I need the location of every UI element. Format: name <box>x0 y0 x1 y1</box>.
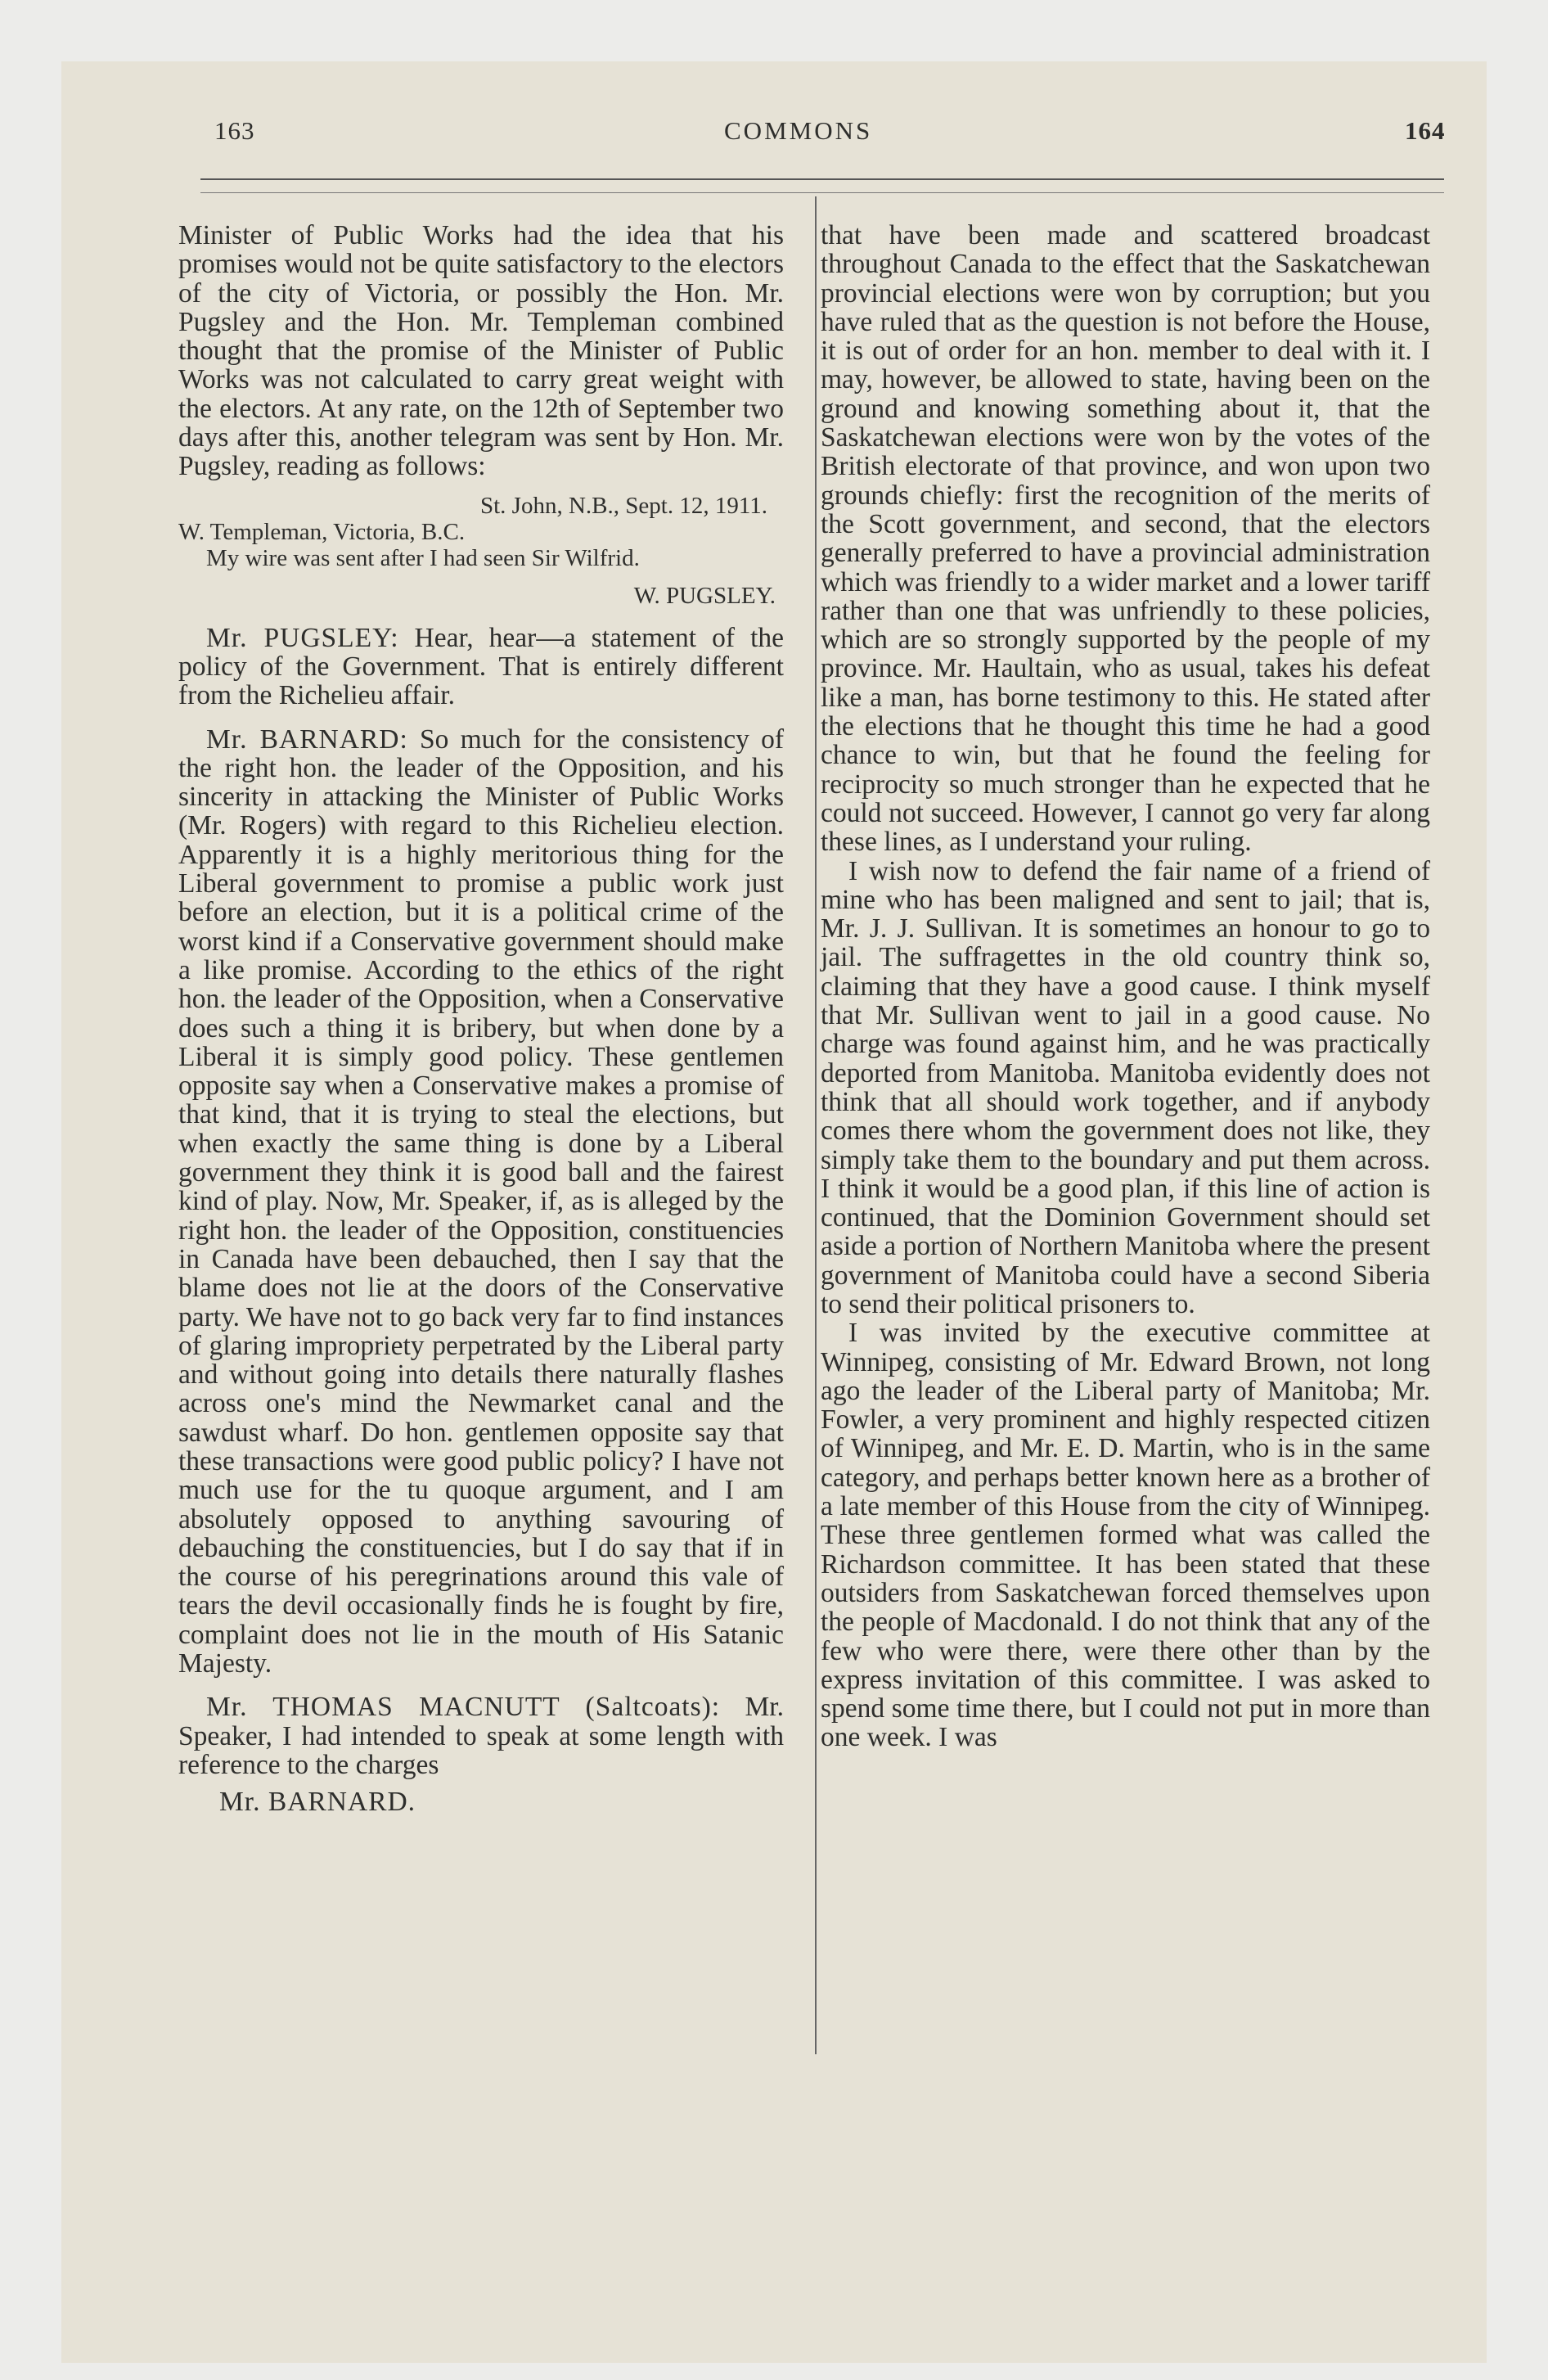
paragraph: I wish now to defend the fair name of a friend of mine who has been maligned and sent to jail; that is, Mr. J. J. Sullivan. It is sometimes an honour to go to jail. The suffragettes in the old country think so, claiming that they have a good cause. I think myself that Mr. Sullivan went to jail in a good cause. No charge was found against him, and he was practically deported from Manitoba. Manitoba evidently does not think that all should work together, and if anybody comes there whom the government does not like, they simply take them to the boundary and put them across. I think it would be a good plan, if this line of action is continued, that the Dominion Government should set aside a portion of Northern Manitoba where the present government of Manitoba could have a second Siberia to send their political prisoners to. <box>821 855 1430 1319</box>
speaker-name: Mr. BARNARD: <box>206 723 408 755</box>
right-page-number: 164 <box>1405 116 1446 145</box>
speech-paragraph <box>178 624 784 710</box>
footer-speaker-name: Mr. BARNARD. <box>219 1787 416 1818</box>
header-rule <box>200 178 1444 180</box>
telegram-recipient: W. Templeman, Victoria, B.C. <box>178 518 466 545</box>
speech-text: Hear, hear—a statement of the policy of the Government. That is entirely different from the Richelieu affair. <box>178 622 784 711</box>
paragraph: Minister of Public Works had the idea that his promises would not be quite satisfactory to the electors of the city of Victoria, or possibly the Hon. Mr. Pugsley and the Hon. Mr. Templeman combined thought that the promise of the Minister of Public Works was not calculated to carry great weight with the electors. At any rate, on the 12th of September two days after this, another telegram was sent by Hon. Mr. Pugsley, reading as follows: <box>178 220 784 482</box>
running-head: COMMONS <box>724 116 873 145</box>
telegram-signature: W. PUGSLEY. <box>633 582 776 609</box>
speaker-name: Mr. THOMAS MACNUTT (Saltcoats): <box>206 1692 721 1723</box>
speech-text: Mr. Speaker, I had intended to speak at some length with reference to the charges <box>178 1692 784 1780</box>
right-column <box>821 221 1430 1752</box>
speaker-name: Mr. PUGSLEY: <box>206 622 399 653</box>
speech-text: So much for the consistency of the right hon. the leader of the Opposition, and his sincerity in attacking the Minister of Public Works (Mr. Rogers) with regard to this Richelieu election. Apparently it is a highly meritorious thing for the Liberal government to promise a public work just before an election, but it is a political crime of the worst kind if a Conservative government should make a like promise. According to the ethics of the right hon. the leader of the Opposition, when a Conservative does such a thing it is bribery, but when done by a Liberal it is simply good policy. These gentlemen opposite say when a Conservative makes a promise of that kind, that it is trying to steal the elections, but when exactly the same thing is done by a Liberal government they think it is good ball and the fairest kind of play. Now, Mr. Speaker, if, as is alleged by the right hon. the leader of the Opposition, constituencies in Canada have been debauched, then I say that the blame does not lie at the doors of the Conservative party. We have not to go back very far to find instances of glaring impropriety perpetrated by the Liberal party and without going into details there naturally flashes across one's mind the Newmarket canal and the sawdust wharf. Do hon. gentlemen opposite say that these transactions were good public policy? I have not much use for the tu quoque argument, and I am absolutely opposed to anything savouring of debauching the constituencies, but I do say that if in the course of his peregrinations around this vale of tears the devil occasionally finds he is fought by fire, complaint does not lie in the mouth of His Satanic Majesty. <box>178 723 784 1679</box>
paragraph: that have been made and scattered broadcast throughout Canada to the effect that the Saskatchewan provincial elections were won by corruption; but you have ruled that as the question is not before the House, it is out of order for an hon. member to deal with it. I may, however, be allowed to state, having been on the ground and knowing something about it, that the Saskatchewan elections were won by the votes of the British electorate of that province, and won upon two grounds chiefly: first the recognition of the merits of the Scott government, and second, that the electors generally preferred to have a provincial administration which was friendly to a wider market and a lower tariff rather than one that was unfriendly to these policies, which are so strongly supported by the people of my province. Mr. Haultain, who as usual, takes his defeat like a man, has borne testimony to this. He stated after the elections that he thought this time he had a good chance to win, but that he found the feeling for reciprocity so much stronger than he expected that he could not succeed. However, I cannot go very far along these lines, as I understand your ruling. <box>821 220 1430 858</box>
speech-paragraph <box>178 1693 784 1779</box>
paragraph: I was invited by the executive committee at Winnipeg, consisting of Mr. Edward Brown, not long ago the leader of the Liberal party of Manitoba; Mr. Fowler, a very prominent and highly respected citizen of Winnipeg, and Mr. E. D. Martin, who is in the same category, and perhaps better known here as a brother of a late member of this House from the city of Winnipeg. These three gentlemen formed what was called the Richardson committee. It has been stated that these outsiders from Saskatchewan forced themselves upon the people of Macdonald. I do not think that any of the few who were there, were there other than by the express invitation of this committee. I was asked to spend some time there, but I could not put in more than one week. I was <box>821 1318 1430 1753</box>
left-column <box>178 221 784 1817</box>
header-rule-thin <box>200 192 1444 195</box>
telegram-place-date: St. John, N.B., Sept. 12, 1911. <box>480 492 767 519</box>
column-divider <box>815 196 817 2054</box>
left-page-number: 163 <box>214 116 255 145</box>
telegram-body: My wire was sent after I had seen Sir Wilfrid. <box>206 544 640 571</box>
speech-paragraph <box>178 725 784 1679</box>
